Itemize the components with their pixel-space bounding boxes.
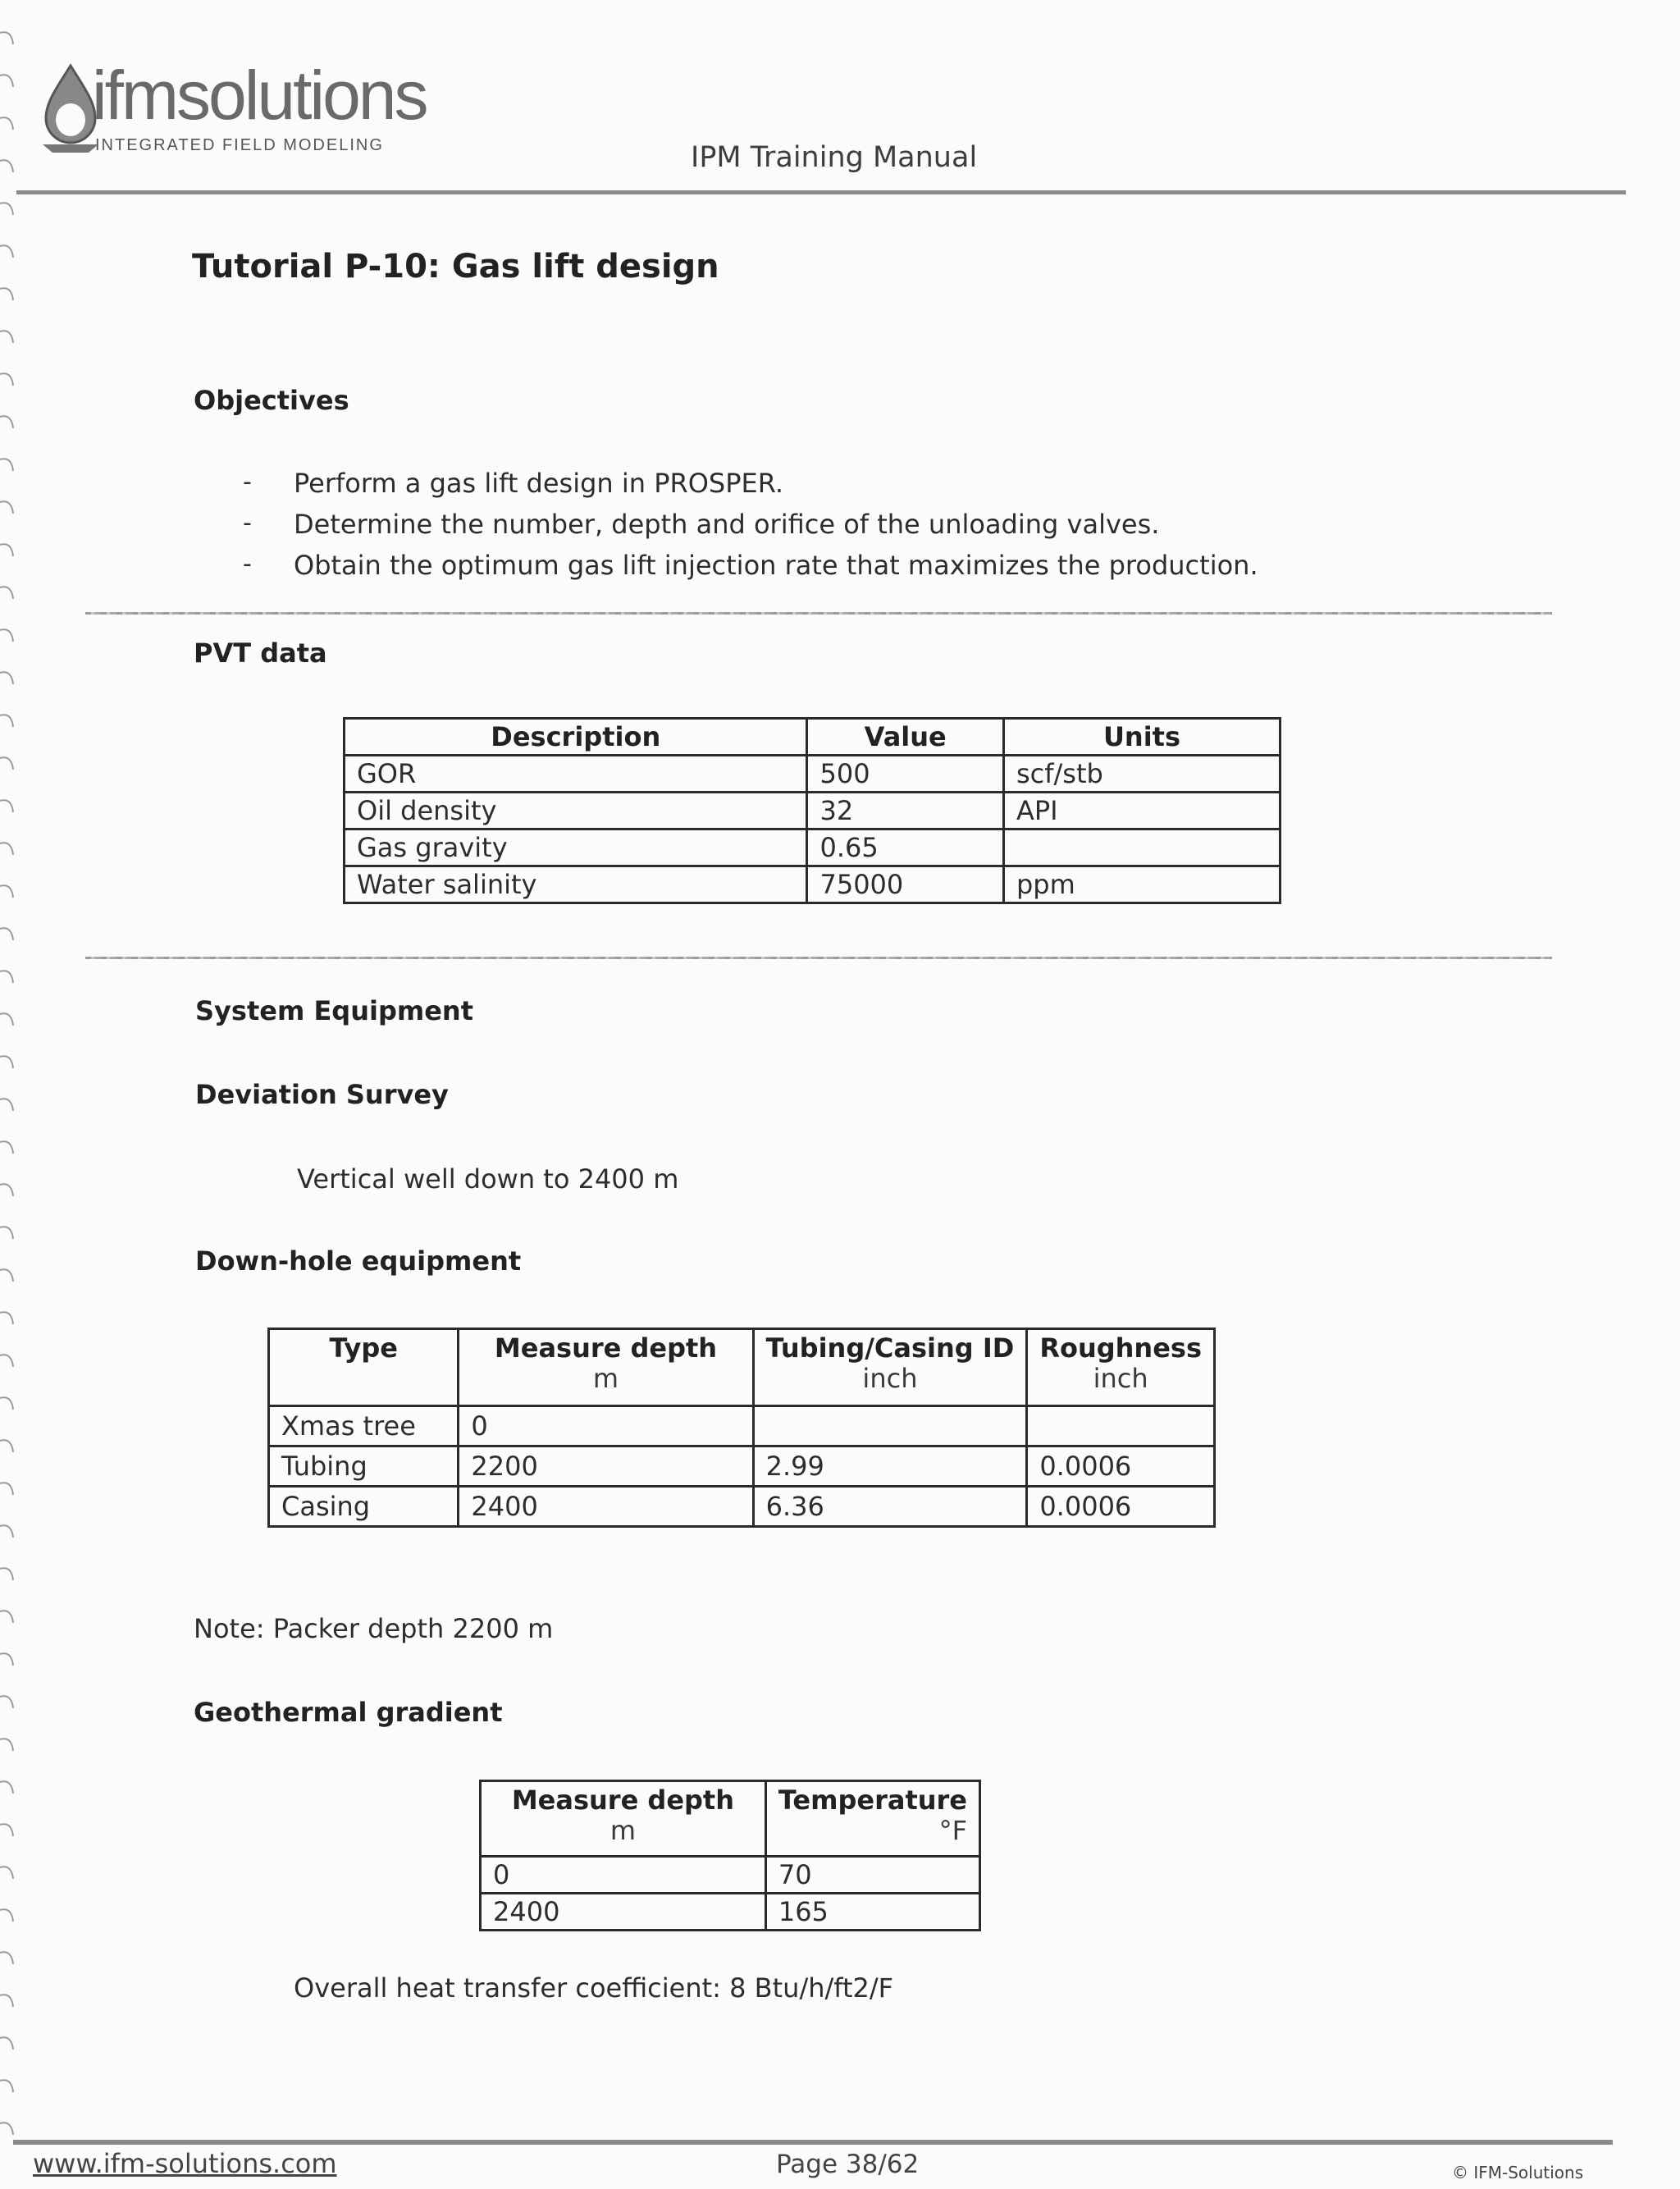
binder-ring-mark [0, 32, 13, 44]
binder-ring-mark [0, 1995, 13, 2007]
binder-ring-mark [0, 2080, 13, 2092]
binder-ring-mark [0, 1269, 13, 1282]
table-cell: Water salinity [345, 866, 807, 903]
column-header: Type [269, 1329, 459, 1406]
binder-ring-mark [0, 1483, 13, 1495]
downhole-heading: Down-hole equipment [195, 1245, 522, 1277]
binder-ring-mark [0, 1056, 13, 1068]
tutorial-title: Tutorial P-10: Gas lift design [192, 248, 719, 286]
binder-ring-mark [0, 544, 13, 556]
table-cell: 0 [481, 1857, 766, 1894]
table-cell: Gas gravity [345, 829, 807, 866]
bullet-dash: - [243, 550, 252, 578]
binder-ring-mark [0, 1696, 13, 1708]
pvt-heading: PVT data [194, 638, 327, 669]
table-row [481, 1894, 980, 1931]
binder-ring-mark [0, 459, 13, 471]
system-equipment-heading: System Equipment [195, 995, 473, 1026]
geothermal-heading: Geothermal gradient [194, 1697, 503, 1728]
column-header: Roughness inch [1027, 1329, 1215, 1406]
binder-ring-mark [0, 1952, 13, 1964]
binder-ring-mark [0, 117, 13, 130]
binder-ring-mark [0, 1355, 13, 1367]
binder-ring-mark [0, 587, 13, 599]
binder-ring-mark [0, 843, 13, 855]
binder-ring-mark [0, 1867, 13, 1879]
footer-website-link[interactable]: www.ifm-solutions.com [33, 2148, 337, 2179]
binder-ring-mark [0, 629, 13, 642]
downhole-equipment-table [267, 1328, 1216, 1528]
table-row [269, 1446, 1215, 1487]
table-header-row [269, 1329, 1215, 1406]
binder-ring-mark [0, 245, 13, 258]
binder-ring-mark [0, 160, 13, 172]
binder-ring-mark [0, 1824, 13, 1836]
table-cell: 2.99 [753, 1446, 1027, 1487]
binder-ring-mark [0, 1739, 13, 1751]
column-header: Tubing/Casing ID inch [753, 1329, 1027, 1406]
table-row [269, 1487, 1215, 1527]
binder-ring-mark [0, 1013, 13, 1026]
table-cell: 6.36 [753, 1487, 1027, 1527]
binder-ring-mark [0, 1525, 13, 1538]
table-cell: 2200 [459, 1446, 753, 1487]
section-divider [85, 612, 1552, 615]
table-row [345, 793, 1281, 829]
binder-ring-mark [0, 2037, 13, 2050]
binder-ring-mark [0, 885, 13, 898]
table-cell: 0.0006 [1027, 1487, 1215, 1527]
table-cell: 0.65 [807, 829, 1003, 866]
table-cell: Xmas tree [269, 1406, 459, 1446]
column-header: Measure depth m [459, 1329, 753, 1406]
binder-ring-marks [0, 25, 21, 2158]
binder-ring-mark [0, 331, 13, 343]
column-header: Description [345, 719, 807, 756]
table-row [269, 1406, 1215, 1446]
table-cell [1003, 829, 1280, 866]
manual-title: IPM Training Manual [691, 141, 978, 174]
footer-copyright: © IFM-Solutions [1452, 2163, 1584, 2182]
table-header-row [481, 1781, 980, 1857]
binder-ring-mark [0, 2123, 13, 2135]
binder-ring-mark [0, 971, 13, 983]
binder-ring-mark [0, 1184, 13, 1196]
binder-ring-mark [0, 1568, 13, 1580]
table-cell: 0 [459, 1406, 753, 1446]
column-header: Measure depth m [481, 1781, 766, 1857]
table-cell: 2400 [481, 1894, 766, 1931]
geothermal-table [479, 1780, 981, 1931]
packer-note: Note: Packer depth 2200 m [194, 1613, 554, 1644]
binder-ring-mark [0, 800, 13, 812]
binder-ring-mark [0, 928, 13, 940]
table-cell: Casing [269, 1487, 459, 1527]
table-cell: 500 [807, 756, 1003, 793]
table-cell: 165 [765, 1894, 979, 1931]
bullet-dash: - [243, 468, 252, 496]
table-cell: API [1003, 793, 1280, 829]
table-cell: scf/stb [1003, 756, 1280, 793]
binder-ring-mark [0, 75, 13, 87]
heat-transfer-text: Overall heat transfer coefficient: 8 Btu/h/ft2/F [294, 1972, 894, 2004]
table-cell [1027, 1406, 1215, 1446]
binder-ring-mark [0, 288, 13, 300]
table-row [345, 829, 1281, 866]
table-cell [753, 1406, 1027, 1446]
binder-ring-mark [0, 1653, 13, 1666]
binder-ring-mark [0, 501, 13, 514]
table-row [345, 866, 1281, 903]
deviation-text: Vertical well down to 2400 m [297, 1163, 679, 1195]
binder-ring-mark [0, 1781, 13, 1794]
binder-ring-mark [0, 672, 13, 684]
column-header: Value [807, 719, 1003, 756]
binder-ring-mark [0, 373, 13, 386]
bullet-dash: - [243, 509, 252, 537]
logo-wordmark: ifmsolutions [92, 57, 427, 134]
binder-ring-mark [0, 1312, 13, 1324]
table-cell: Oil density [345, 793, 807, 829]
table-cell: 0.0006 [1027, 1446, 1215, 1487]
table-cell: 70 [765, 1857, 979, 1894]
footer-rule [13, 2140, 1613, 2145]
header-rule [16, 190, 1626, 194]
table-row [345, 756, 1281, 793]
page-number: Page 38/62 [776, 2150, 920, 2179]
objectives-heading: Objectives [194, 385, 349, 416]
table-cell: GOR [345, 756, 807, 793]
binder-ring-mark [0, 416, 13, 428]
table-cell: 32 [807, 793, 1003, 829]
table-header-row [345, 719, 1281, 756]
binder-ring-mark [0, 1611, 13, 1623]
table-cell: ppm [1003, 866, 1280, 903]
binder-ring-mark [0, 1909, 13, 1922]
section-divider [85, 957, 1552, 959]
binder-ring-mark [0, 1397, 13, 1410]
table-cell: 75000 [807, 866, 1003, 903]
binder-ring-mark [0, 1141, 13, 1154]
column-header: Temperature °F [765, 1781, 979, 1857]
deviation-survey-heading: Deviation Survey [195, 1079, 449, 1110]
binder-ring-mark [0, 1099, 13, 1111]
table-row [481, 1857, 980, 1894]
binder-ring-mark [0, 1440, 13, 1452]
column-header: Units [1003, 719, 1280, 756]
table-cell: 2400 [459, 1487, 753, 1527]
logo-tagline: INTEGRATED FIELD MODELING [95, 136, 384, 154]
binder-ring-mark [0, 715, 13, 727]
binder-ring-mark [0, 1227, 13, 1239]
binder-ring-mark [0, 757, 13, 770]
binder-ring-mark [0, 203, 13, 215]
pvt-table [343, 717, 1281, 904]
table-cell: Tubing [269, 1446, 459, 1487]
